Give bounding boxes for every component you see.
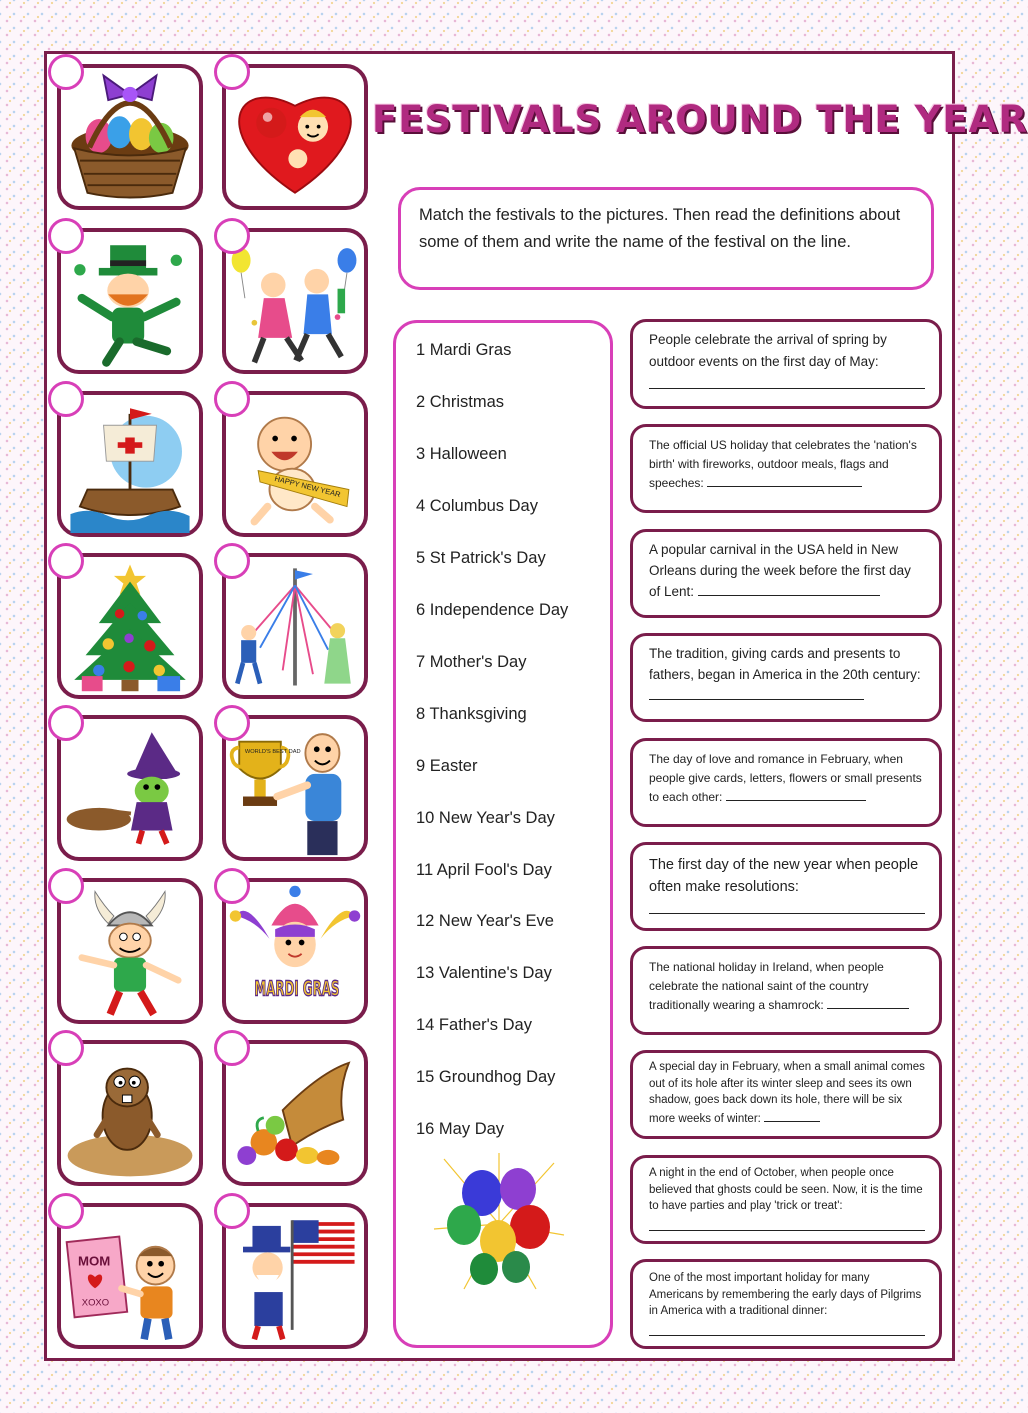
- answer-circle[interactable]: [214, 54, 250, 90]
- answer-line[interactable]: [726, 788, 866, 801]
- definition-text: The day of love and romance in February, when people give cards, letters, flowers or small presents to each other:: [649, 752, 922, 804]
- definition-box: [630, 842, 942, 931]
- witch-icon: [61, 719, 199, 857]
- answer-line[interactable]: [698, 583, 880, 596]
- definition-text: A popular carnival in the USA held in New Orleans during the week before the first day of Lent:: [649, 542, 911, 599]
- maypole-picture: [222, 553, 368, 699]
- answer-circle[interactable]: [48, 218, 84, 254]
- definition-text: The official US holiday that celebrates the 'nation's birth' with fireworks, outdoor meals, flags and speeches:: [649, 438, 917, 490]
- list-item: 3 Halloween: [416, 445, 507, 463]
- answer-circle[interactable]: [48, 1030, 84, 1066]
- definition-box: [630, 738, 942, 827]
- trophy-text: WORLD'S BEST DAD: [244, 749, 301, 756]
- definition-box: [630, 424, 942, 513]
- new-year-sash-text: HAPPY NEW YEAR: [273, 473, 342, 500]
- balloons-icon: [424, 1149, 574, 1299]
- instructions-text: Match the festivals to the pictures. Then read the definitions about some of them and write the name of the festival on the line.: [419, 206, 901, 251]
- answer-circle[interactable]: [48, 543, 84, 579]
- trophy-icon: [226, 719, 364, 857]
- easter-basket-picture: [57, 64, 203, 210]
- list-item: 13 Valentine's Day: [416, 964, 552, 982]
- list-item: 2 Christmas: [416, 393, 505, 411]
- baby-icon: [226, 395, 364, 533]
- groundhog-icon: [61, 1044, 199, 1182]
- answer-circle[interactable]: [214, 1030, 250, 1066]
- answer-line[interactable]: [649, 1217, 925, 1231]
- leprechaun-icon: [61, 232, 199, 370]
- jester-icon: [226, 882, 364, 1020]
- groundhog-picture: [57, 1040, 203, 1186]
- definition-text: A night in the end of October, when people once believed that ghosts could be seen. Now, it is the time to have parties and play 'trick or treat':: [649, 1167, 923, 1212]
- flag-icon: [226, 1207, 364, 1345]
- ship-icon: [61, 395, 199, 533]
- list-item: 15 Groundhog Day: [416, 1068, 556, 1086]
- new-year-baby-picture: [222, 391, 368, 537]
- witch-picture: [57, 715, 203, 861]
- list-item: 5 St Patrick's Day: [416, 549, 546, 567]
- maypole-icon: [226, 557, 364, 695]
- festival-list: [393, 320, 613, 1348]
- definition-text: The tradition, giving cards and presents to fathers, began in America in the 20th century:: [649, 646, 921, 682]
- page-title: FESTIVALS AROUND THE YEAR: [372, 98, 1028, 141]
- valentine-heart-picture: [222, 64, 368, 210]
- answer-circle[interactable]: [48, 1193, 84, 1229]
- christmas-tree-icon: [61, 557, 199, 695]
- leprechaun-picture: [57, 228, 203, 374]
- answer-circle[interactable]: [48, 705, 84, 741]
- definition-text: A special day in February, when a small animal comes out of its hole after its winter sleep and sees its own shadow, goes back down its hole, there will be six more weeks of winter:: [649, 1061, 925, 1125]
- answer-line[interactable]: [649, 900, 925, 914]
- definition-box: [630, 1050, 942, 1139]
- definition-text: People celebrate the arrival of spring by outdoor events on the first day of May:: [649, 332, 887, 369]
- easter-basket-icon: [61, 68, 199, 206]
- answer-circle[interactable]: [48, 868, 84, 904]
- answer-circle[interactable]: [214, 218, 250, 254]
- definition-text: The first day of the new year when people often make resolutions:: [649, 857, 919, 895]
- answer-line[interactable]: [764, 1109, 820, 1122]
- cornucopia-picture: [222, 1040, 368, 1186]
- answer-circle[interactable]: [48, 381, 84, 417]
- answer-circle[interactable]: [214, 1193, 250, 1229]
- definition-box: [630, 319, 942, 409]
- fathers-day-trophy-picture: [222, 715, 368, 861]
- answer-circle[interactable]: [214, 868, 250, 904]
- card-icon: [61, 1207, 199, 1345]
- list-item: 12 New Year's Eve: [416, 912, 554, 930]
- list-item: 4 Columbus Day: [416, 497, 538, 515]
- list-item: 11 April Fool's Day: [416, 861, 552, 879]
- definition-text: One of the most important holiday for many Americans by remembering the early days of Pilgrims in America with a traditional dinner:: [649, 1272, 922, 1317]
- mom-card-text: MOM: [78, 1253, 111, 1269]
- list-item: 6 Independence Day: [416, 601, 569, 619]
- answer-circle[interactable]: [214, 543, 250, 579]
- list-item: 7 Mother's Day: [416, 653, 527, 671]
- heart-icon: [226, 68, 364, 206]
- list-item: 9 Easter: [416, 757, 478, 775]
- answer-line[interactable]: [707, 474, 862, 487]
- answer-circle[interactable]: [214, 705, 250, 741]
- christmas-tree-picture: [57, 553, 203, 699]
- definition-box: [630, 1259, 942, 1349]
- mothers-day-card-picture: [57, 1203, 203, 1349]
- definition-box: [630, 946, 942, 1035]
- viking-helmet-icon: [61, 882, 199, 1020]
- cornucopia-icon: [226, 1044, 364, 1182]
- answer-line[interactable]: [649, 375, 925, 389]
- list-item: 16 May Day: [416, 1120, 505, 1138]
- april-fool-picture: [57, 878, 203, 1024]
- list-item: 10 New Year's Day: [416, 809, 555, 827]
- uncle-sam-picture: [222, 1203, 368, 1349]
- definition-text: The national holiday in Ireland, when people celebrate the national saint of the country traditionally wearing a shamrock:: [649, 960, 884, 1012]
- list-item: 8 Thanksgiving: [416, 705, 527, 723]
- instructions-box: [398, 187, 934, 290]
- answer-line[interactable]: [827, 996, 909, 1009]
- columbus-ship-picture: [57, 391, 203, 537]
- list-item: 14 Father's Day: [416, 1016, 532, 1034]
- party-icon: [226, 232, 364, 370]
- definition-box: [630, 529, 942, 618]
- definition-box: [630, 1155, 942, 1244]
- list-item: 1 Mardi Gras: [416, 341, 512, 359]
- answer-line[interactable]: [649, 1322, 925, 1336]
- answer-circle[interactable]: [214, 381, 250, 417]
- party-picture: [222, 228, 368, 374]
- mardi-gras-jester-picture: [222, 878, 368, 1024]
- xoxo-text: XOXO: [81, 1297, 110, 1309]
- definition-box: [630, 633, 942, 722]
- mardi-gras-logo-text: MARDI GRAS: [254, 976, 340, 1001]
- answer-circle[interactable]: [48, 54, 84, 90]
- answer-line[interactable]: [649, 687, 864, 700]
